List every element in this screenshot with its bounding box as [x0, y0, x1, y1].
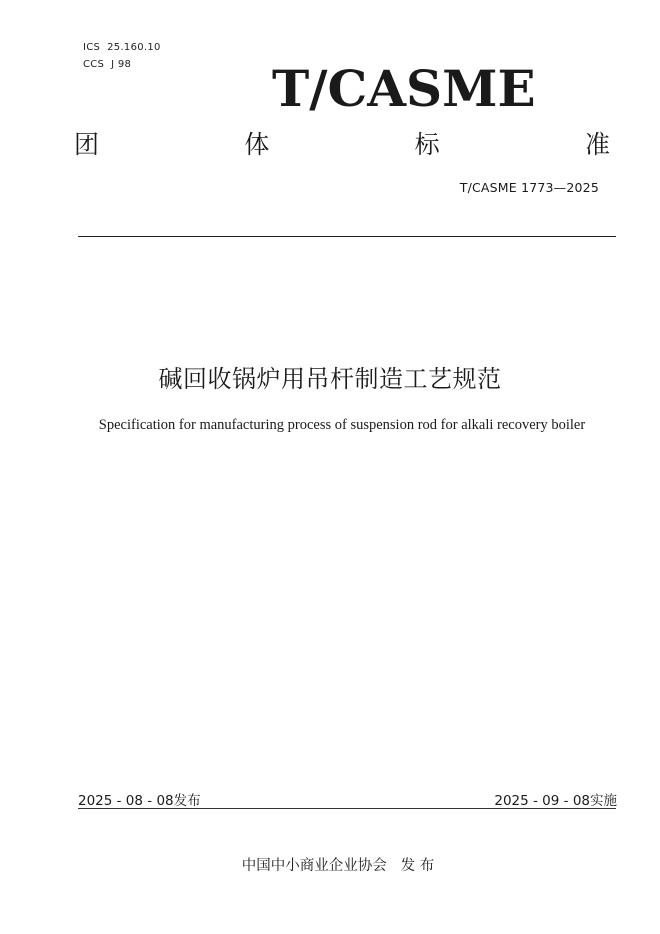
ccs-value: J 98: [111, 59, 132, 70]
publisher-line: [0, 854, 660, 875]
standard-type-char: 标: [414, 130, 440, 159]
document-title-english: Specification for manufacturing process of suspension rod for alkali recovery boiler: [98, 417, 586, 433]
ics-value: 25.160.10: [107, 42, 161, 53]
publisher-name: 中国中小商业企业协会: [241, 858, 387, 874]
standard-type-char: 准: [584, 130, 610, 159]
ccs-code: [76, 48, 131, 70]
ccs-label: CCS: [82, 59, 105, 70]
ics-label: ICS: [82, 42, 101, 53]
footer-divider: [78, 808, 616, 809]
standard-type-char: 团: [74, 130, 100, 159]
document-title-chinese: 碱回收锅炉用吊杆制造工艺规范: [158, 365, 502, 393]
brand-logo-text: T/CASME: [272, 59, 536, 118]
standard-number: T/CASME 1773—2025: [459, 180, 599, 195]
standard-type-char: 体: [244, 130, 270, 159]
issue-date: 2025 - 08 - 08发布: [78, 793, 201, 809]
standard-type: [74, 126, 610, 160]
header-divider: [78, 236, 616, 237]
implementation-date: 2025 - 09 - 08实施: [494, 793, 617, 809]
publisher-action: 发 布: [400, 858, 435, 874]
